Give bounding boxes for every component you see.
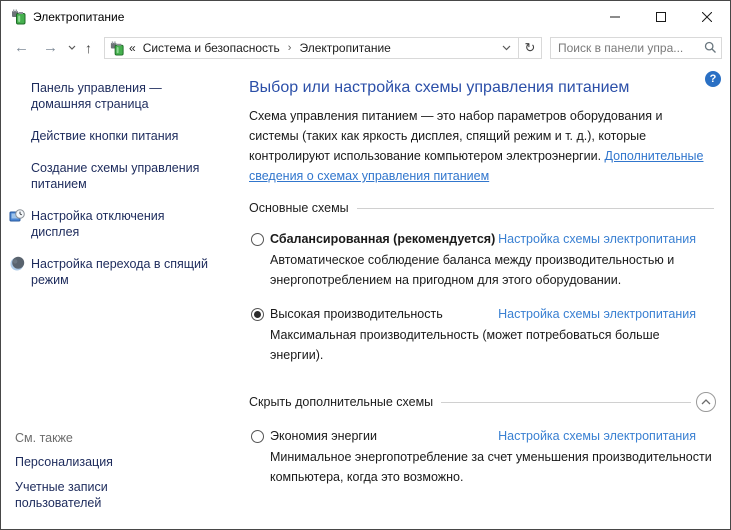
- balanced-plan-settings-link[interactable]: Настройка схемы электропитания: [498, 232, 696, 246]
- intro-text: Схема управления питанием — это набор параметров оборудования и системы (таких как яркость дисплея, спящий режим и т. д.), которые контролируют использование компьютером электроэнергии.: [249, 109, 663, 163]
- sidebar-item-label: Действие кнопки питания: [31, 129, 179, 143]
- page-title: Выбор или настройка схемы управления питанием: [249, 79, 630, 96]
- sidebar-item-label: Создание схемы управления питанием: [31, 161, 200, 191]
- scheme-row-balanced: [249, 232, 714, 246]
- power-options-icon: [10, 8, 27, 25]
- back-icon: ←: [14, 39, 29, 56]
- breadcrumb-power-options[interactable]: Электропитание: [299, 40, 391, 55]
- chevron-down-icon: [68, 45, 76, 50]
- sidebar-item-personalization[interactable]: [1, 454, 216, 470]
- sidebar-item-label: Настройка отключения дисплея: [31, 209, 165, 239]
- section-rule: [441, 402, 691, 403]
- scheme-row-power-saver: [249, 429, 714, 443]
- sidebar: [1, 63, 249, 529]
- power-saver-radio[interactable]: [251, 430, 264, 443]
- section-additional-plans: [249, 392, 714, 412]
- minimize-icon: [610, 12, 620, 22]
- minimize-button[interactable]: [592, 1, 638, 32]
- search-icon[interactable]: [704, 41, 717, 54]
- navigation-bar: [1, 32, 730, 63]
- up-button[interactable]: [79, 41, 98, 55]
- high-performance-radio[interactable]: [251, 308, 264, 321]
- breadcrumb-separator-icon[interactable]: ›: [287, 41, 292, 54]
- balanced-label[interactable]: Сбалансированная (рекомендуется): [270, 232, 496, 246]
- maximize-icon: [656, 12, 666, 22]
- see-also-group: [1, 431, 249, 520]
- sidebar-item-user-accounts[interactable]: [1, 479, 216, 511]
- sidebar-item-label: Настройка перехода в спящий режим: [31, 257, 209, 287]
- address-bar[interactable]: [104, 37, 542, 59]
- close-icon: [702, 12, 712, 22]
- balanced-description: Автоматическое соблюдение баланса между производительностью и энергопотреблением на пригодном для этого оборудовании.: [270, 253, 675, 287]
- forward-button[interactable]: [36, 40, 65, 55]
- address-power-icon: [109, 40, 125, 56]
- caption-buttons: [592, 1, 730, 32]
- recent-pages-button[interactable]: [65, 45, 79, 50]
- intro-paragraph: [249, 106, 714, 186]
- forward-icon: →: [43, 39, 58, 56]
- address-dropdown-button[interactable]: [495, 38, 518, 58]
- help-button[interactable]: [705, 71, 721, 87]
- refresh-icon: ↻: [524, 39, 536, 55]
- learn-more-link[interactable]: Дополнительные сведения о схемах управления питанием: [249, 149, 704, 183]
- breadcrumb-system-security[interactable]: Система и безопасность: [142, 40, 280, 55]
- section-rule: [357, 208, 714, 209]
- sidebar-item-control-panel-home[interactable]: [1, 80, 216, 112]
- power-saver-plan-settings-link[interactable]: Настройка схемы электропитания: [498, 429, 696, 443]
- main-panel: [249, 63, 730, 529]
- content-area: [1, 63, 730, 529]
- search-input[interactable]: [558, 41, 701, 55]
- sidebar-item-display-off-settings[interactable]: [1, 208, 216, 240]
- chevron-up-icon: [701, 399, 711, 405]
- collapse-section-button[interactable]: [696, 392, 716, 412]
- back-button[interactable]: [7, 40, 36, 55]
- sidebar-item-label: Персонализация: [15, 455, 113, 469]
- chevron-down-icon: [502, 45, 511, 51]
- power-saver-description: Минимальное энергопотребление за счет уменьшения производительности компьютера, когда это возможно.: [270, 450, 712, 484]
- maximize-button[interactable]: [638, 1, 684, 32]
- moon-icon: [9, 256, 25, 272]
- breadcrumb-overflow-chevron[interactable]: «: [129, 40, 136, 55]
- hide-additional-plans-toggle[interactable]: Скрыть дополнительные схемы: [249, 395, 434, 409]
- help-icon: ?: [709, 73, 717, 85]
- section-label: Основные схемы: [249, 201, 349, 215]
- balanced-radio[interactable]: [251, 233, 264, 246]
- high-performance-label[interactable]: Высокая производительность: [270, 307, 443, 321]
- see-also-header: См. также: [15, 431, 73, 445]
- refresh-button[interactable]: [519, 38, 541, 58]
- high-performance-plan-settings-link[interactable]: Настройка схемы электропитания: [498, 307, 696, 321]
- close-button[interactable]: [684, 1, 730, 32]
- search-box[interactable]: [550, 37, 722, 59]
- sidebar-item-create-power-plan[interactable]: [1, 160, 216, 192]
- sidebar-item-sleep-settings[interactable]: [1, 256, 216, 288]
- sidebar-item-power-button-action[interactable]: [1, 128, 216, 144]
- power-saver-label[interactable]: Экономия энергии: [270, 429, 377, 443]
- scheme-row-high-performance: [249, 307, 714, 321]
- sidebar-item-label: Панель управления — домашняя страница: [31, 81, 162, 111]
- window-title: Электропитание: [33, 9, 125, 24]
- up-icon: ↑: [85, 39, 92, 56]
- display-clock-icon: [9, 208, 25, 224]
- titlebar: [1, 1, 730, 32]
- section-preferred-plans: [249, 201, 714, 215]
- high-performance-description: Максимальная производительность (может потребоваться больше энергии).: [270, 328, 660, 362]
- sidebar-item-label: Учетные записи пользователей: [15, 480, 108, 510]
